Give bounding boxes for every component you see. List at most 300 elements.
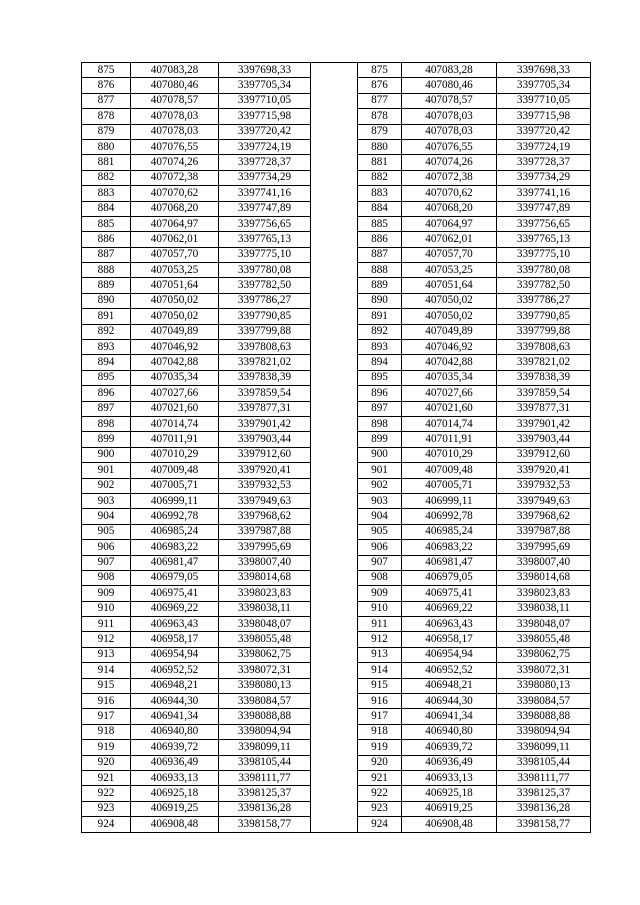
right-x-coordinate-cell: 406979,05 xyxy=(402,570,497,585)
left-point-number-cell: 907 xyxy=(82,555,131,570)
spacer-cell xyxy=(311,478,358,493)
left-y-coordinate-cell: 3397720,42 xyxy=(219,124,311,139)
spacer-cell xyxy=(311,540,358,555)
left-point-number-cell: 916 xyxy=(82,694,131,709)
left-x-coordinate-cell: 406925,18 xyxy=(131,786,219,801)
left-y-coordinate-cell: 3397724,19 xyxy=(219,139,311,154)
right-x-coordinate-cell: 407027,66 xyxy=(402,386,497,401)
right-y-coordinate-cell: 3397710,05 xyxy=(497,93,591,108)
right-x-coordinate-cell: 407046,92 xyxy=(402,340,497,355)
spacer-cell xyxy=(311,801,358,816)
left-x-coordinate-cell: 407050,02 xyxy=(131,309,219,324)
right-y-coordinate-cell: 3398072,31 xyxy=(497,663,591,678)
right-x-coordinate-cell: 406925,18 xyxy=(402,786,497,801)
table-row xyxy=(82,139,591,154)
right-point-number-cell: 922 xyxy=(358,786,402,801)
table-row xyxy=(82,663,591,678)
right-x-coordinate-cell: 406958,17 xyxy=(402,632,497,647)
left-point-number-cell: 904 xyxy=(82,509,131,524)
right-point-number-cell: 876 xyxy=(358,78,402,93)
right-y-coordinate-cell: 3398007,40 xyxy=(497,555,591,570)
table-row xyxy=(82,570,591,585)
right-x-coordinate-cell: 407074,26 xyxy=(402,155,497,170)
spacer-cell xyxy=(311,694,358,709)
right-x-coordinate-cell: 407050,02 xyxy=(402,309,497,324)
right-x-coordinate-cell: 407050,02 xyxy=(402,293,497,308)
left-y-coordinate-cell: 3397747,89 xyxy=(219,201,311,216)
spacer-cell xyxy=(311,509,358,524)
table-row xyxy=(82,324,591,339)
table-row xyxy=(82,740,591,755)
left-point-number-cell: 899 xyxy=(82,432,131,447)
right-y-coordinate-cell: 3398055,48 xyxy=(497,632,591,647)
table-row xyxy=(82,170,591,185)
right-y-coordinate-cell: 3398014,68 xyxy=(497,570,591,585)
spacer-cell xyxy=(311,324,358,339)
right-y-coordinate-cell: 3398023,83 xyxy=(497,586,591,601)
right-y-coordinate-cell: 3398080,13 xyxy=(497,678,591,693)
left-x-coordinate-cell: 407042,88 xyxy=(131,355,219,370)
table-row xyxy=(82,186,591,201)
right-y-coordinate-cell: 3397756,65 xyxy=(497,216,591,231)
right-y-coordinate-cell: 3397987,88 xyxy=(497,524,591,539)
spacer-cell xyxy=(311,278,358,293)
left-point-number-cell: 913 xyxy=(82,647,131,662)
table-row xyxy=(82,247,591,262)
table-row xyxy=(82,293,591,308)
table-row xyxy=(82,801,591,816)
left-y-coordinate-cell: 3397821,02 xyxy=(219,355,311,370)
spacer-cell xyxy=(311,170,358,185)
table-row xyxy=(82,540,591,555)
right-point-number-cell: 898 xyxy=(358,416,402,431)
table-row xyxy=(82,694,591,709)
left-x-coordinate-cell: 407074,26 xyxy=(131,155,219,170)
left-point-number-cell: 901 xyxy=(82,463,131,478)
left-x-coordinate-cell: 406941,34 xyxy=(131,709,219,724)
left-x-coordinate-cell: 407062,01 xyxy=(131,232,219,247)
right-point-number-cell: 901 xyxy=(358,463,402,478)
table-row xyxy=(82,401,591,416)
left-x-coordinate-cell: 407083,28 xyxy=(131,63,219,78)
right-x-coordinate-cell: 407010,29 xyxy=(402,447,497,462)
table-row xyxy=(82,78,591,93)
left-x-coordinate-cell: 407078,57 xyxy=(131,93,219,108)
left-point-number-cell: 897 xyxy=(82,401,131,416)
right-x-coordinate-cell: 406939,72 xyxy=(402,740,497,755)
table-row xyxy=(82,770,591,785)
spacer-cell xyxy=(311,724,358,739)
spacer-cell xyxy=(311,309,358,324)
left-y-coordinate-cell: 3398038,11 xyxy=(219,601,311,616)
left-point-number-cell: 885 xyxy=(82,216,131,231)
left-y-coordinate-cell: 3398080,13 xyxy=(219,678,311,693)
right-x-coordinate-cell: 407080,46 xyxy=(402,78,497,93)
left-y-coordinate-cell: 3397734,29 xyxy=(219,170,311,185)
table-row xyxy=(82,463,591,478)
left-y-coordinate-cell: 3397968,62 xyxy=(219,509,311,524)
right-y-coordinate-cell: 3397765,13 xyxy=(497,232,591,247)
left-point-number-cell: 883 xyxy=(82,186,131,201)
right-point-number-cell: 902 xyxy=(358,478,402,493)
table-body xyxy=(82,63,591,833)
left-y-coordinate-cell: 3398099,11 xyxy=(219,740,311,755)
right-point-number-cell: 879 xyxy=(358,124,402,139)
left-point-number-cell: 877 xyxy=(82,93,131,108)
right-x-coordinate-cell: 406999,11 xyxy=(402,493,497,508)
right-point-number-cell: 918 xyxy=(358,724,402,739)
right-x-coordinate-cell: 406963,43 xyxy=(402,617,497,632)
right-point-number-cell: 906 xyxy=(358,540,402,555)
right-y-coordinate-cell: 3397808,63 xyxy=(497,340,591,355)
right-point-number-cell: 881 xyxy=(358,155,402,170)
table-row xyxy=(82,370,591,385)
table-row xyxy=(82,509,591,524)
left-point-number-cell: 892 xyxy=(82,324,131,339)
left-x-coordinate-cell: 406985,24 xyxy=(131,524,219,539)
left-point-number-cell: 880 xyxy=(82,139,131,154)
left-x-coordinate-cell: 406979,05 xyxy=(131,570,219,585)
left-point-number-cell: 910 xyxy=(82,601,131,616)
left-x-coordinate-cell: 407076,55 xyxy=(131,139,219,154)
spacer-cell xyxy=(311,63,358,78)
right-point-number-cell: 905 xyxy=(358,524,402,539)
left-point-number-cell: 887 xyxy=(82,247,131,262)
right-y-coordinate-cell: 3397698,33 xyxy=(497,63,591,78)
left-point-number-cell: 906 xyxy=(82,540,131,555)
right-y-coordinate-cell: 3397782,50 xyxy=(497,278,591,293)
right-x-coordinate-cell: 407053,25 xyxy=(402,263,497,278)
left-x-coordinate-cell: 407035,34 xyxy=(131,370,219,385)
left-x-coordinate-cell: 406936,49 xyxy=(131,755,219,770)
table-row xyxy=(82,617,591,632)
left-y-coordinate-cell: 3397710,05 xyxy=(219,93,311,108)
right-x-coordinate-cell: 406975,41 xyxy=(402,586,497,601)
right-point-number-cell: 890 xyxy=(358,293,402,308)
spacer-cell xyxy=(311,632,358,647)
left-y-coordinate-cell: 3397987,88 xyxy=(219,524,311,539)
left-x-coordinate-cell: 406944,30 xyxy=(131,694,219,709)
right-point-number-cell: 880 xyxy=(358,139,402,154)
left-y-coordinate-cell: 3398088,88 xyxy=(219,709,311,724)
right-y-coordinate-cell: 3397780,08 xyxy=(497,263,591,278)
right-y-coordinate-cell: 3398136,28 xyxy=(497,801,591,816)
right-x-coordinate-cell: 407070,62 xyxy=(402,186,497,201)
table-row xyxy=(82,447,591,462)
right-point-number-cell: 912 xyxy=(358,632,402,647)
right-point-number-cell: 915 xyxy=(358,678,402,693)
left-x-coordinate-cell: 406933,13 xyxy=(131,770,219,785)
table-row xyxy=(82,232,591,247)
right-y-coordinate-cell: 3397912,60 xyxy=(497,447,591,462)
left-point-number-cell: 921 xyxy=(82,770,131,785)
right-x-coordinate-cell: 406981,47 xyxy=(402,555,497,570)
left-x-coordinate-cell: 407027,66 xyxy=(131,386,219,401)
left-point-number-cell: 911 xyxy=(82,617,131,632)
right-y-coordinate-cell: 3397720,42 xyxy=(497,124,591,139)
left-y-coordinate-cell: 3397920,41 xyxy=(219,463,311,478)
left-y-coordinate-cell: 3397903,44 xyxy=(219,432,311,447)
table-row xyxy=(82,709,591,724)
left-y-coordinate-cell: 3398072,31 xyxy=(219,663,311,678)
left-y-coordinate-cell: 3398136,28 xyxy=(219,801,311,816)
right-y-coordinate-cell: 3397877,31 xyxy=(497,401,591,416)
left-x-coordinate-cell: 407057,70 xyxy=(131,247,219,262)
right-y-coordinate-cell: 3397715,98 xyxy=(497,109,591,124)
left-point-number-cell: 915 xyxy=(82,678,131,693)
left-point-number-cell: 924 xyxy=(82,817,131,832)
left-x-coordinate-cell: 406952,52 xyxy=(131,663,219,678)
left-y-coordinate-cell: 3397775,10 xyxy=(219,247,311,262)
left-point-number-cell: 896 xyxy=(82,386,131,401)
right-x-coordinate-cell: 407035,34 xyxy=(402,370,497,385)
right-x-coordinate-cell: 407005,71 xyxy=(402,478,497,493)
left-point-number-cell: 884 xyxy=(82,201,131,216)
table-row xyxy=(82,309,591,324)
left-x-coordinate-cell: 407072,38 xyxy=(131,170,219,185)
table-row xyxy=(82,63,591,78)
left-y-coordinate-cell: 3398062,75 xyxy=(219,647,311,662)
table-row xyxy=(82,817,591,832)
spacer-cell xyxy=(311,463,358,478)
right-y-coordinate-cell: 3397741,16 xyxy=(497,186,591,201)
left-point-number-cell: 920 xyxy=(82,755,131,770)
right-y-coordinate-cell: 3398038,11 xyxy=(497,601,591,616)
left-y-coordinate-cell: 3397995,69 xyxy=(219,540,311,555)
table-row xyxy=(82,786,591,801)
left-y-coordinate-cell: 3397765,13 xyxy=(219,232,311,247)
table-row xyxy=(82,201,591,216)
left-y-coordinate-cell: 3397859,54 xyxy=(219,386,311,401)
right-x-coordinate-cell: 406941,34 xyxy=(402,709,497,724)
left-x-coordinate-cell: 406908,48 xyxy=(131,817,219,832)
left-y-coordinate-cell: 3398094,94 xyxy=(219,724,311,739)
right-point-number-cell: 919 xyxy=(358,740,402,755)
spacer-cell xyxy=(311,524,358,539)
spacer-cell xyxy=(311,386,358,401)
spacer-cell xyxy=(311,93,358,108)
spacer-cell xyxy=(311,647,358,662)
left-point-number-cell: 876 xyxy=(82,78,131,93)
right-x-coordinate-cell: 407051,64 xyxy=(402,278,497,293)
right-x-coordinate-cell: 406933,13 xyxy=(402,770,497,785)
spacer-cell xyxy=(311,355,358,370)
left-y-coordinate-cell: 3397698,33 xyxy=(219,63,311,78)
left-x-coordinate-cell: 407011,91 xyxy=(131,432,219,447)
left-y-coordinate-cell: 3397741,16 xyxy=(219,186,311,201)
right-x-coordinate-cell: 407009,48 xyxy=(402,463,497,478)
left-point-number-cell: 908 xyxy=(82,570,131,585)
right-y-coordinate-cell: 3397968,62 xyxy=(497,509,591,524)
left-point-number-cell: 881 xyxy=(82,155,131,170)
table-row xyxy=(82,601,591,616)
left-y-coordinate-cell: 3398158,77 xyxy=(219,817,311,832)
right-y-coordinate-cell: 3398094,94 xyxy=(497,724,591,739)
right-x-coordinate-cell: 406952,52 xyxy=(402,663,497,678)
left-x-coordinate-cell: 406975,41 xyxy=(131,586,219,601)
left-y-coordinate-cell: 3398007,40 xyxy=(219,555,311,570)
table-row xyxy=(82,724,591,739)
spacer-cell xyxy=(311,740,358,755)
left-y-coordinate-cell: 3397782,50 xyxy=(219,278,311,293)
spacer-cell xyxy=(311,201,358,216)
right-x-coordinate-cell: 407078,57 xyxy=(402,93,497,108)
left-point-number-cell: 917 xyxy=(82,709,131,724)
right-point-number-cell: 910 xyxy=(358,601,402,616)
table-row xyxy=(82,493,591,508)
left-y-coordinate-cell: 3397756,65 xyxy=(219,216,311,231)
left-y-coordinate-cell: 3398048,07 xyxy=(219,617,311,632)
table-row xyxy=(82,216,591,231)
left-point-number-cell: 890 xyxy=(82,293,131,308)
right-y-coordinate-cell: 3397775,10 xyxy=(497,247,591,262)
right-x-coordinate-cell: 407083,28 xyxy=(402,63,497,78)
spacer-cell xyxy=(311,601,358,616)
left-x-coordinate-cell: 407050,02 xyxy=(131,293,219,308)
right-point-number-cell: 891 xyxy=(358,309,402,324)
right-y-coordinate-cell: 3398099,11 xyxy=(497,740,591,755)
spacer-cell xyxy=(311,247,358,262)
right-x-coordinate-cell: 406936,49 xyxy=(402,755,497,770)
right-x-coordinate-cell: 406985,24 xyxy=(402,524,497,539)
left-y-coordinate-cell: 3398055,48 xyxy=(219,632,311,647)
right-x-coordinate-cell: 406908,48 xyxy=(402,817,497,832)
right-point-number-cell: 914 xyxy=(358,663,402,678)
right-point-number-cell: 899 xyxy=(358,432,402,447)
left-y-coordinate-cell: 3397728,37 xyxy=(219,155,311,170)
right-y-coordinate-cell: 3397821,02 xyxy=(497,355,591,370)
right-y-coordinate-cell: 3397949,63 xyxy=(497,493,591,508)
right-point-number-cell: 894 xyxy=(358,355,402,370)
right-point-number-cell: 909 xyxy=(358,586,402,601)
right-x-coordinate-cell: 406919,25 xyxy=(402,801,497,816)
right-point-number-cell: 896 xyxy=(358,386,402,401)
right-point-number-cell: 887 xyxy=(358,247,402,262)
right-point-number-cell: 921 xyxy=(358,770,402,785)
right-point-number-cell: 888 xyxy=(358,263,402,278)
right-point-number-cell: 897 xyxy=(358,401,402,416)
left-point-number-cell: 914 xyxy=(82,663,131,678)
right-x-coordinate-cell: 406944,30 xyxy=(402,694,497,709)
right-point-number-cell: 903 xyxy=(358,493,402,508)
table-row xyxy=(82,647,591,662)
left-y-coordinate-cell: 3397838,39 xyxy=(219,370,311,385)
spacer-cell xyxy=(311,555,358,570)
right-y-coordinate-cell: 3397859,54 xyxy=(497,386,591,401)
right-x-coordinate-cell: 407011,91 xyxy=(402,432,497,447)
right-point-number-cell: 882 xyxy=(358,170,402,185)
table-row xyxy=(82,678,591,693)
right-point-number-cell: 911 xyxy=(358,617,402,632)
spacer-cell xyxy=(311,755,358,770)
left-y-coordinate-cell: 3397705,34 xyxy=(219,78,311,93)
right-x-coordinate-cell: 406992,78 xyxy=(402,509,497,524)
table-row xyxy=(82,555,591,570)
right-x-coordinate-cell: 406940,80 xyxy=(402,724,497,739)
left-point-number-cell: 893 xyxy=(82,340,131,355)
left-x-coordinate-cell: 406940,80 xyxy=(131,724,219,739)
left-point-number-cell: 889 xyxy=(82,278,131,293)
left-y-coordinate-cell: 3397786,27 xyxy=(219,293,311,308)
left-point-number-cell: 898 xyxy=(82,416,131,431)
left-y-coordinate-cell: 3397912,60 xyxy=(219,447,311,462)
right-x-coordinate-cell: 407062,01 xyxy=(402,232,497,247)
right-y-coordinate-cell: 3398105,44 xyxy=(497,755,591,770)
right-y-coordinate-cell: 3398084,57 xyxy=(497,694,591,709)
spacer-cell xyxy=(311,370,358,385)
table-row xyxy=(82,93,591,108)
spacer-cell xyxy=(311,263,358,278)
left-x-coordinate-cell: 407014,74 xyxy=(131,416,219,431)
right-x-coordinate-cell: 407064,97 xyxy=(402,216,497,231)
right-y-coordinate-cell: 3398062,75 xyxy=(497,647,591,662)
left-x-coordinate-cell: 407070,62 xyxy=(131,186,219,201)
left-point-number-cell: 875 xyxy=(82,63,131,78)
spacer-cell xyxy=(311,232,358,247)
left-point-number-cell: 888 xyxy=(82,263,131,278)
spacer-cell xyxy=(311,770,358,785)
left-x-coordinate-cell: 407049,89 xyxy=(131,324,219,339)
right-y-coordinate-cell: 3398088,88 xyxy=(497,709,591,724)
spacer-cell xyxy=(311,78,358,93)
right-y-coordinate-cell: 3397903,44 xyxy=(497,432,591,447)
left-x-coordinate-cell: 407010,29 xyxy=(131,447,219,462)
left-x-coordinate-cell: 407064,97 xyxy=(131,216,219,231)
left-y-coordinate-cell: 3398105,44 xyxy=(219,755,311,770)
right-x-coordinate-cell: 407042,88 xyxy=(402,355,497,370)
table-row xyxy=(82,755,591,770)
left-x-coordinate-cell: 406919,25 xyxy=(131,801,219,816)
table-row xyxy=(82,355,591,370)
left-x-coordinate-cell: 407080,46 xyxy=(131,78,219,93)
right-x-coordinate-cell: 407078,03 xyxy=(402,109,497,124)
left-point-number-cell: 878 xyxy=(82,109,131,124)
right-y-coordinate-cell: 3397932,53 xyxy=(497,478,591,493)
left-x-coordinate-cell: 406992,78 xyxy=(131,509,219,524)
left-y-coordinate-cell: 3397949,63 xyxy=(219,493,311,508)
right-y-coordinate-cell: 3397786,27 xyxy=(497,293,591,308)
spacer-cell xyxy=(311,709,358,724)
right-x-coordinate-cell: 407049,89 xyxy=(402,324,497,339)
spacer-cell xyxy=(311,155,358,170)
right-point-number-cell: 878 xyxy=(358,109,402,124)
left-point-number-cell: 886 xyxy=(82,232,131,247)
spacer-cell xyxy=(311,432,358,447)
right-y-coordinate-cell: 3397790,85 xyxy=(497,309,591,324)
right-x-coordinate-cell: 407072,38 xyxy=(402,170,497,185)
right-point-number-cell: 893 xyxy=(358,340,402,355)
spacer-cell xyxy=(311,416,358,431)
right-y-coordinate-cell: 3398048,07 xyxy=(497,617,591,632)
right-x-coordinate-cell: 406983,22 xyxy=(402,540,497,555)
left-y-coordinate-cell: 3397790,85 xyxy=(219,309,311,324)
right-point-number-cell: 900 xyxy=(358,447,402,462)
left-point-number-cell: 895 xyxy=(82,370,131,385)
right-x-coordinate-cell: 407078,03 xyxy=(402,124,497,139)
left-x-coordinate-cell: 407021,60 xyxy=(131,401,219,416)
left-point-number-cell: 909 xyxy=(82,586,131,601)
right-point-number-cell: 917 xyxy=(358,709,402,724)
right-point-number-cell: 892 xyxy=(358,324,402,339)
spacer-cell xyxy=(311,139,358,154)
left-point-number-cell: 882 xyxy=(82,170,131,185)
right-y-coordinate-cell: 3397920,41 xyxy=(497,463,591,478)
table-row xyxy=(82,632,591,647)
left-x-coordinate-cell: 406954,94 xyxy=(131,647,219,662)
left-y-coordinate-cell: 3397780,08 xyxy=(219,263,311,278)
left-point-number-cell: 919 xyxy=(82,740,131,755)
right-point-number-cell: 889 xyxy=(358,278,402,293)
